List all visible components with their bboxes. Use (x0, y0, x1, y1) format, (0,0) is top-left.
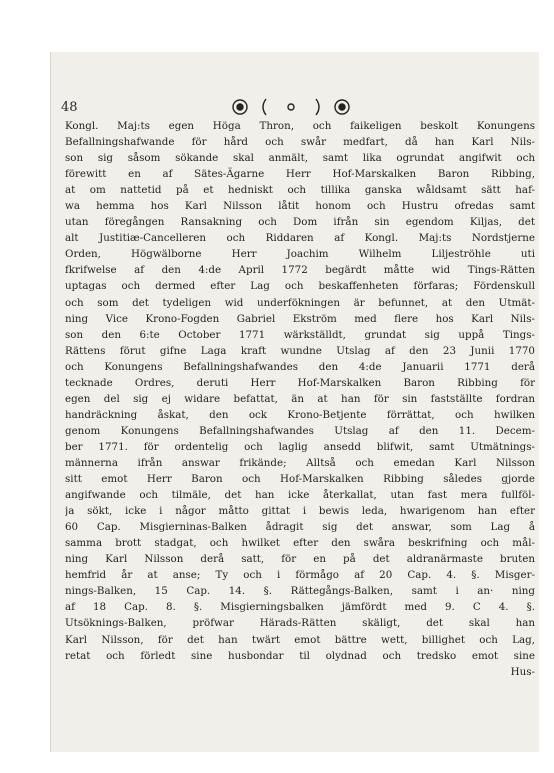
text-line: Orden, Högwälborne Herr Joachim Wilhelm Liljeströhle uti (65, 248, 535, 261)
text-line: ja sökt, icke i någor måtto gittat i bewis leda, hwarigenom han efter (65, 505, 535, 518)
text-line: nings-Balken, 15 Cap. 14. §. Rättegångs-Balken, samt i an· ning (65, 585, 535, 598)
text-line: fkrifwelse af den 4:de April 1772 begärdt måtte wid Tings-Rätten (65, 264, 535, 277)
document-page (50, 52, 539, 752)
text-line: männerna ifrån answar frikände; Alltså och emedan Karl Nilsson (65, 456, 535, 469)
text-line: alt Justitiæ-Cancelleren och Riddaren af Kongl. Maj:ts Nordstjerne (65, 232, 535, 245)
text-line: Rättens förut gifne Laga kraft wundne Utslag af den 23 Junii 1770 (65, 344, 535, 357)
text-line: handräckning åskat, den ock Krono-Betjente förrättat, och hwilken (65, 408, 535, 421)
text-line: tecknade Ordres, deruti Herr Hof-Marskalken Baron Ribbing för (65, 376, 535, 389)
page-header (51, 92, 539, 118)
text-line: egen del sig ej widare befattat, än at han för sin fastställte fordran (65, 392, 535, 405)
text-line: uptagas och dermed efter Lag och beskaffenheten förfaras; Fördenskull (65, 280, 535, 293)
text-line: Utsöknings-Balken, pröfwar Härads-Rätten skäligt, det skal han (65, 617, 535, 630)
body-text (65, 118, 535, 680)
text-line: sitt emot Herr Baron och Hof-Marskalken Ribbing således gjorde (65, 473, 535, 486)
text-line: ning Vice Krono-Fogden Gabriel Ekström med flere hos Karl Nils- (65, 312, 535, 325)
text-line: och som det tydeligen wid underfökningen är befunnet, at den Utmät- (65, 296, 535, 309)
text-line: retat och förledt sine husbondar til olydnad och tredsko emot sine (65, 649, 535, 662)
text-line: Karl Nilsson, för det han twärt emot bättre wett, billighet och Lag, (65, 633, 535, 646)
text-line: 60 Cap. Misgierninas-Balken ådragit sig det answar, som Lag å (65, 521, 535, 534)
text-line: at om nattetid på et hedniskt och tillika ganska wåldsamt sätt haf- (65, 184, 535, 197)
text-line: af 18 Cap. 8. §. Misgierningsbalken jämfördt med 9. C 4. §. (65, 601, 535, 614)
text-line: wa hemma hos Karl Nilsson låtit honom och Hustru ofredas samt (65, 200, 535, 213)
text-line: och Konungens Befallningshafwandes den 4:de Januarii 1771 derå (65, 360, 535, 373)
text-line: utan föregången Ransakning och Dom ifrån sin egendom Kiljas, det (65, 216, 535, 229)
text-line: ber 1771. för ordentelig och laglig ansedd blifwit, samt Utmätnings- (65, 440, 535, 453)
text-line: son den 6:te October 1771 wärkställdt, grundat sig uppå Tings- (65, 328, 535, 341)
text-line: hemfrid år at anse; Ty och i förmågo af 20 Cap. 4. §. Misger- (65, 569, 535, 582)
text-line: angifwande och tilmäle, det han icke återkallat, utan fast mera fullföl- (65, 489, 535, 502)
page-number: 48 (61, 100, 78, 115)
text-line: samma brott stadgat, och hwilket efter den swåra beskrifning och mål- (65, 537, 535, 550)
text-line: genom Konungens Befallningshafwandes Utslag af den 11. Decem- (65, 424, 535, 437)
text-line: Kongl. Maj:ts egen Höga Thron, och faikeligen beskolt Konungens (65, 120, 535, 132)
text-line: ning Karl Nilsson derå satt, för en på det aldranärmaste bruten (65, 553, 535, 566)
text-line: förewitt en af Sätes-Ägarne Herr Hof-Marskalken Baron Ribbing, (65, 168, 535, 181)
catchword: Hus- (510, 665, 535, 678)
text-line: son sig såsom sökande skal anmält, samt lika ogrundat angifwit och (65, 152, 535, 165)
text-line: Befallningshafwande för hård och swår medfart, då han Karl Nils- (65, 136, 535, 149)
printer-ornament-icon (226, 96, 356, 118)
